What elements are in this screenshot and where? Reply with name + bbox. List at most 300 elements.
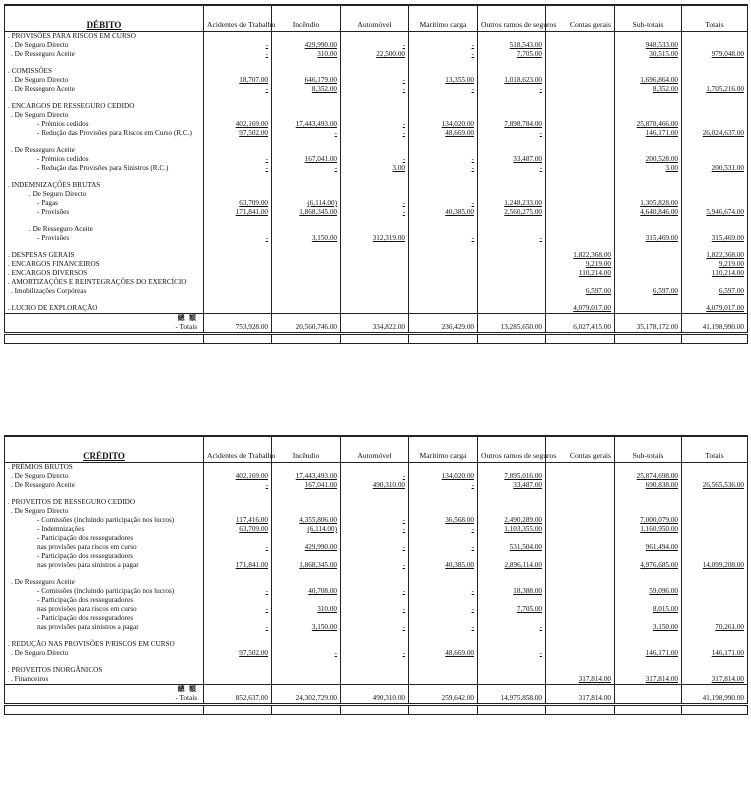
value-cell <box>478 260 546 269</box>
total-value-cell: 41,198,990.00 <box>682 685 748 705</box>
value-cell: 1,696,864.00 <box>615 76 682 85</box>
value-cell <box>409 287 478 296</box>
credit-body <box>5 463 748 715</box>
value-cell <box>546 578 615 587</box>
table-row <box>5 278 748 287</box>
spacer-row <box>5 490 748 498</box>
table-row <box>5 649 748 658</box>
value-cell: 317,814.00 <box>546 675 615 685</box>
value-cell <box>272 67 341 76</box>
value-cell <box>204 287 272 296</box>
value-cell <box>478 614 546 623</box>
value-cell: - <box>409 41 478 50</box>
value-cell: - <box>204 481 272 490</box>
spacer-cell <box>546 658 615 666</box>
totals-portuguese-label: - Totais <box>175 323 197 331</box>
col-header-maritimo: Marítimo carga <box>409 5 478 32</box>
value-cell <box>682 199 748 208</box>
value-cell <box>682 507 748 516</box>
row-label: nas provisões para sinistros a pagar <box>5 623 204 632</box>
table-row <box>5 251 748 260</box>
spacer-cell <box>341 243 409 251</box>
value-cell: 97,502.00 <box>204 649 272 658</box>
value-cell: 310.00 <box>272 605 341 614</box>
value-cell: - <box>204 234 272 243</box>
value-cell: - <box>341 623 409 632</box>
table-row <box>5 269 748 278</box>
value-cell <box>409 225 478 234</box>
value-cell: 646,179.00 <box>272 76 341 85</box>
value-cell <box>272 578 341 587</box>
value-cell: 948,533.00 <box>615 41 682 50</box>
value-cell: 25,874,698.00 <box>615 472 682 481</box>
value-cell: 9,219.00 <box>682 260 748 269</box>
value-cell <box>478 181 546 190</box>
value-cell: 3,150.00 <box>272 234 341 243</box>
value-cell <box>409 534 478 543</box>
value-cell: 8,015.00 <box>615 605 682 614</box>
value-cell <box>341 225 409 234</box>
value-cell <box>615 278 682 287</box>
value-cell <box>341 251 409 260</box>
row-label: . De Resseguro Aceite <box>5 85 204 94</box>
value-cell: 1,868,345.00 <box>272 561 341 570</box>
value-cell <box>546 199 615 208</box>
value-cell: - <box>478 85 546 94</box>
table-row <box>5 534 748 543</box>
spacer-cell <box>409 658 478 666</box>
value-cell <box>478 146 546 155</box>
total-value-cell: 14,975,858.00 <box>478 685 546 705</box>
row-label: . Imobilizações Corpóreas <box>5 287 204 296</box>
row-label: . De Seguro Directo <box>5 472 204 481</box>
value-cell: 110,214.00 <box>682 269 748 278</box>
table-row <box>5 675 748 685</box>
spacer-cell <box>272 173 341 181</box>
spacer-cell <box>546 490 615 498</box>
table-row <box>5 129 748 138</box>
value-cell <box>682 614 748 623</box>
value-cell <box>409 304 478 314</box>
value-cell: - <box>204 587 272 596</box>
value-cell: 14,099,208.00 <box>682 561 748 570</box>
value-cell <box>546 234 615 243</box>
value-cell <box>546 605 615 614</box>
spacer-cell <box>682 632 748 640</box>
row-label: . De Resseguro Aceite <box>5 481 204 490</box>
spacer-cell <box>682 217 748 225</box>
value-cell: 1,305,828.00 <box>615 199 682 208</box>
value-cell: 63,709.00 <box>204 525 272 534</box>
row-label: - Participação dos resseguradores <box>5 534 204 543</box>
row-label: . De Resseguro Aceite <box>5 578 204 587</box>
value-cell <box>546 208 615 217</box>
row-label: . De Resseguro Aceite <box>5 146 204 155</box>
value-cell <box>546 50 615 59</box>
value-cell: 3,150.00 <box>615 623 682 632</box>
spacer-cell <box>478 570 546 578</box>
spacer-cell <box>341 59 409 67</box>
spacer-cell <box>204 570 272 578</box>
table-row <box>5 304 748 314</box>
value-cell <box>272 278 341 287</box>
spacer-cell <box>615 632 682 640</box>
value-cell: 979,048.00 <box>682 50 748 59</box>
value-cell <box>615 111 682 120</box>
value-cell: - <box>409 234 478 243</box>
table-row <box>5 525 748 534</box>
value-cell <box>409 260 478 269</box>
value-cell <box>478 578 546 587</box>
value-cell <box>682 181 748 190</box>
value-cell: - <box>204 164 272 173</box>
table-row <box>5 614 748 623</box>
value-cell <box>341 596 409 605</box>
value-cell <box>682 543 748 552</box>
value-cell: 63,709.00 <box>204 199 272 208</box>
spacer-row <box>5 296 748 304</box>
row-label: - Comissões (incluindo participação nos lucros) <box>5 516 204 525</box>
debit-table <box>4 4 748 344</box>
col-header-subtotais: Sub-totais <box>615 436 682 463</box>
spacer-cell <box>478 94 546 102</box>
value-cell <box>409 463 478 473</box>
value-cell <box>341 111 409 120</box>
value-cell: 48,669.00 <box>409 649 478 658</box>
total-value-cell: 13,285,650.00 <box>478 314 546 334</box>
value-cell: - <box>409 481 478 490</box>
spacer-row <box>5 243 748 251</box>
row-label: . De Seguro Directo <box>5 111 204 120</box>
value-cell: 36,568.00 <box>409 516 478 525</box>
footer-row <box>5 334 748 344</box>
col-header-acidentes: Acidentes de Trabalho <box>204 436 272 463</box>
value-cell <box>682 111 748 120</box>
value-cell: 97,502.00 <box>204 129 272 138</box>
spacer-cell <box>341 138 409 146</box>
value-cell: 18,388.00 <box>478 587 546 596</box>
value-cell <box>682 278 748 287</box>
value-cell <box>546 102 615 111</box>
value-cell <box>204 640 272 649</box>
footer-cell <box>682 334 748 344</box>
spacer-cell <box>409 570 478 578</box>
value-cell: - <box>341 525 409 534</box>
footer-cell <box>204 334 272 344</box>
total-value-cell: 317,814.00 <box>546 685 615 705</box>
value-cell <box>341 552 409 561</box>
value-cell <box>272 614 341 623</box>
row-label: - Participação dos resseguradores <box>5 614 204 623</box>
spacer-cell <box>546 94 615 102</box>
value-cell <box>409 507 478 516</box>
total-value-cell: 41,198,990.00 <box>682 314 748 334</box>
value-cell <box>409 269 478 278</box>
value-cell <box>546 552 615 561</box>
spacer-cell <box>615 243 682 251</box>
spacer-cell <box>272 59 341 67</box>
spacer-cell <box>478 217 546 225</box>
value-cell <box>682 146 748 155</box>
row-label: - Prémios cedidos <box>5 155 204 164</box>
value-cell: - <box>341 605 409 614</box>
value-cell: 26,024,637.00 <box>682 129 748 138</box>
value-cell <box>341 463 409 473</box>
spacer-cell <box>204 217 272 225</box>
spacer-cell <box>615 570 682 578</box>
value-cell <box>546 525 615 534</box>
value-cell: 2,560,275.00 <box>478 208 546 217</box>
value-cell <box>204 578 272 587</box>
value-cell <box>615 507 682 516</box>
value-cell <box>409 614 478 623</box>
value-cell <box>615 552 682 561</box>
spacer-cell <box>682 59 748 67</box>
value-cell <box>409 146 478 155</box>
totals-portuguese-label: - Totais <box>175 694 197 702</box>
value-cell: 6,597.00 <box>546 287 615 296</box>
row-label: . De Seguro Directo <box>5 76 204 85</box>
value-cell: (6,114.00) <box>272 199 341 208</box>
value-cell <box>546 543 615 552</box>
spacer-cell <box>5 173 204 181</box>
value-cell <box>478 675 546 685</box>
table-row <box>5 225 748 234</box>
total-value-cell: 852,637.00 <box>204 685 272 705</box>
spacer-row <box>5 570 748 578</box>
spacer-cell <box>5 658 204 666</box>
value-cell <box>341 32 409 42</box>
value-cell <box>478 190 546 199</box>
row-label: - Participação dos resseguradores <box>5 596 204 605</box>
value-cell: 7,705.00 <box>478 605 546 614</box>
value-cell: 1,868,345.00 <box>272 208 341 217</box>
value-cell: - <box>409 543 478 552</box>
col-header-incendio: Incêndio <box>272 5 341 32</box>
value-cell <box>341 102 409 111</box>
value-cell <box>682 225 748 234</box>
value-cell: 30,515.00 <box>615 50 682 59</box>
value-cell: 3,150.00 <box>272 623 341 632</box>
value-cell <box>204 507 272 516</box>
value-cell <box>546 85 615 94</box>
spacer-cell <box>478 138 546 146</box>
value-cell <box>272 287 341 296</box>
table-row <box>5 146 748 155</box>
value-cell <box>478 534 546 543</box>
spacer-cell <box>204 490 272 498</box>
value-cell <box>546 640 615 649</box>
table-row <box>5 561 748 570</box>
value-cell <box>272 640 341 649</box>
value-cell <box>409 666 478 675</box>
value-cell <box>682 41 748 50</box>
value-cell: - <box>272 649 341 658</box>
col-header-automovel: Automóvel <box>341 436 409 463</box>
value-cell <box>204 251 272 260</box>
value-cell: 4,976,685.00 <box>615 561 682 570</box>
value-cell: 312,319.00 <box>341 234 409 243</box>
table-row <box>5 234 748 243</box>
spacer-cell <box>204 59 272 67</box>
value-cell: 110,214.00 <box>546 269 615 278</box>
col-header-contas: Contas gerais <box>546 5 615 32</box>
value-cell: 2,896,114.00 <box>478 561 546 570</box>
row-label: . LUCRO DE EXPLORAÇÃO <box>5 304 204 314</box>
spacer-cell <box>546 243 615 251</box>
value-cell <box>272 146 341 155</box>
table-row <box>5 666 748 675</box>
value-cell: 317,814.00 <box>615 675 682 685</box>
spacer-cell <box>341 570 409 578</box>
value-cell: 6,597.00 <box>615 287 682 296</box>
value-cell: 690,838.00 <box>615 481 682 490</box>
table-row <box>5 463 748 473</box>
value-cell <box>546 516 615 525</box>
spacer-cell <box>341 632 409 640</box>
value-cell: 33,487.00 <box>478 155 546 164</box>
value-cell <box>682 587 748 596</box>
value-cell: 961,494.00 <box>615 543 682 552</box>
row-label: - Prémios cedidos <box>5 120 204 129</box>
value-cell: 315,469.00 <box>682 234 748 243</box>
value-cell <box>478 251 546 260</box>
value-cell: - <box>409 587 478 596</box>
value-cell <box>546 596 615 605</box>
spacer-cell <box>5 217 204 225</box>
value-cell <box>204 534 272 543</box>
value-cell <box>409 67 478 76</box>
value-cell: 8,352.00 <box>615 85 682 94</box>
value-cell <box>272 251 341 260</box>
value-cell <box>478 507 546 516</box>
value-cell <box>615 534 682 543</box>
value-cell <box>546 190 615 199</box>
value-cell: - <box>341 199 409 208</box>
footer-cell <box>409 334 478 344</box>
spacer-cell <box>478 490 546 498</box>
value-cell <box>682 76 748 85</box>
value-cell: 1,248,233.00 <box>478 199 546 208</box>
value-cell: 8,352.00 <box>272 85 341 94</box>
value-cell <box>341 146 409 155</box>
value-cell <box>546 164 615 173</box>
value-cell <box>615 269 682 278</box>
value-cell <box>409 251 478 260</box>
spacer-cell <box>341 296 409 304</box>
value-cell <box>341 614 409 623</box>
value-cell <box>615 260 682 269</box>
table-row <box>5 623 748 632</box>
row-label: . De Seguro Directo <box>5 41 204 50</box>
table-row <box>5 287 748 296</box>
row-label: . ENCARGOS DIVERSOS <box>5 269 204 278</box>
value-cell <box>204 67 272 76</box>
footer-cell <box>5 705 204 715</box>
value-cell: - <box>272 164 341 173</box>
value-cell: - <box>478 623 546 632</box>
value-cell: 1,705,216.00 <box>682 85 748 94</box>
value-cell: 117,416.00 <box>204 516 272 525</box>
spacer-cell <box>341 217 409 225</box>
value-cell <box>341 287 409 296</box>
table-row <box>5 120 748 129</box>
value-cell <box>546 181 615 190</box>
value-cell: - <box>409 199 478 208</box>
value-cell <box>615 102 682 111</box>
value-cell <box>272 181 341 190</box>
table-row <box>5 596 748 605</box>
spacer-cell <box>546 59 615 67</box>
row-label: . De Resseguro Aceite <box>5 225 204 234</box>
row-label: nas provisões para riscos em curso <box>5 605 204 614</box>
value-cell <box>341 181 409 190</box>
spacer-cell <box>272 138 341 146</box>
value-cell: - <box>409 525 478 534</box>
spacer-cell <box>409 94 478 102</box>
table-row <box>5 199 748 208</box>
footer-cell <box>5 334 204 344</box>
value-cell <box>682 498 748 507</box>
row-label: nas provisões para riscos em curso <box>5 543 204 552</box>
spacer-cell <box>682 658 748 666</box>
value-cell <box>478 640 546 649</box>
table-row <box>5 605 748 614</box>
row-label: - Provisões <box>5 208 204 217</box>
value-cell <box>478 278 546 287</box>
value-cell <box>204 146 272 155</box>
row-label: . PROVISÕES PARA RISCOS EM CURSO <box>5 32 204 42</box>
credit-title: CRÉDITO <box>5 436 204 463</box>
value-cell <box>546 463 615 473</box>
value-cell <box>341 534 409 543</box>
col-header-automovel: Automóvel <box>341 5 409 32</box>
value-cell: 402,169.00 <box>204 120 272 129</box>
value-cell <box>546 67 615 76</box>
value-cell <box>409 552 478 561</box>
value-cell <box>341 67 409 76</box>
spacer-cell <box>204 173 272 181</box>
totals-chinese-label: 總 額 <box>177 685 197 693</box>
value-cell <box>682 516 748 525</box>
value-cell <box>615 304 682 314</box>
value-cell <box>682 190 748 199</box>
spacer-cell <box>478 658 546 666</box>
table-row <box>5 32 748 42</box>
value-cell: 3.00 <box>341 164 409 173</box>
value-cell: 490,310.00 <box>341 481 409 490</box>
value-cell: - <box>341 76 409 85</box>
totals-label <box>5 685 204 705</box>
table-row <box>5 208 748 217</box>
spacer-cell <box>204 632 272 640</box>
spacer-cell <box>5 138 204 146</box>
value-cell: 13,355.00 <box>409 76 478 85</box>
spacer-cell <box>682 173 748 181</box>
total-value-cell: 24,302,729.00 <box>272 685 341 705</box>
row-label: . REDUÇÃO NAS PROVISÕES P/RISCOS EM CURSO <box>5 640 204 649</box>
col-header-incendio: Incêndio <box>272 436 341 463</box>
value-cell: - <box>409 623 478 632</box>
value-cell <box>615 251 682 260</box>
row-label: . De Seguro Directo <box>5 190 204 199</box>
table-row <box>5 640 748 649</box>
table-row <box>5 85 748 94</box>
value-cell: - <box>409 85 478 94</box>
value-cell <box>478 32 546 42</box>
value-cell <box>341 498 409 507</box>
value-cell: 317,814.00 <box>682 675 748 685</box>
